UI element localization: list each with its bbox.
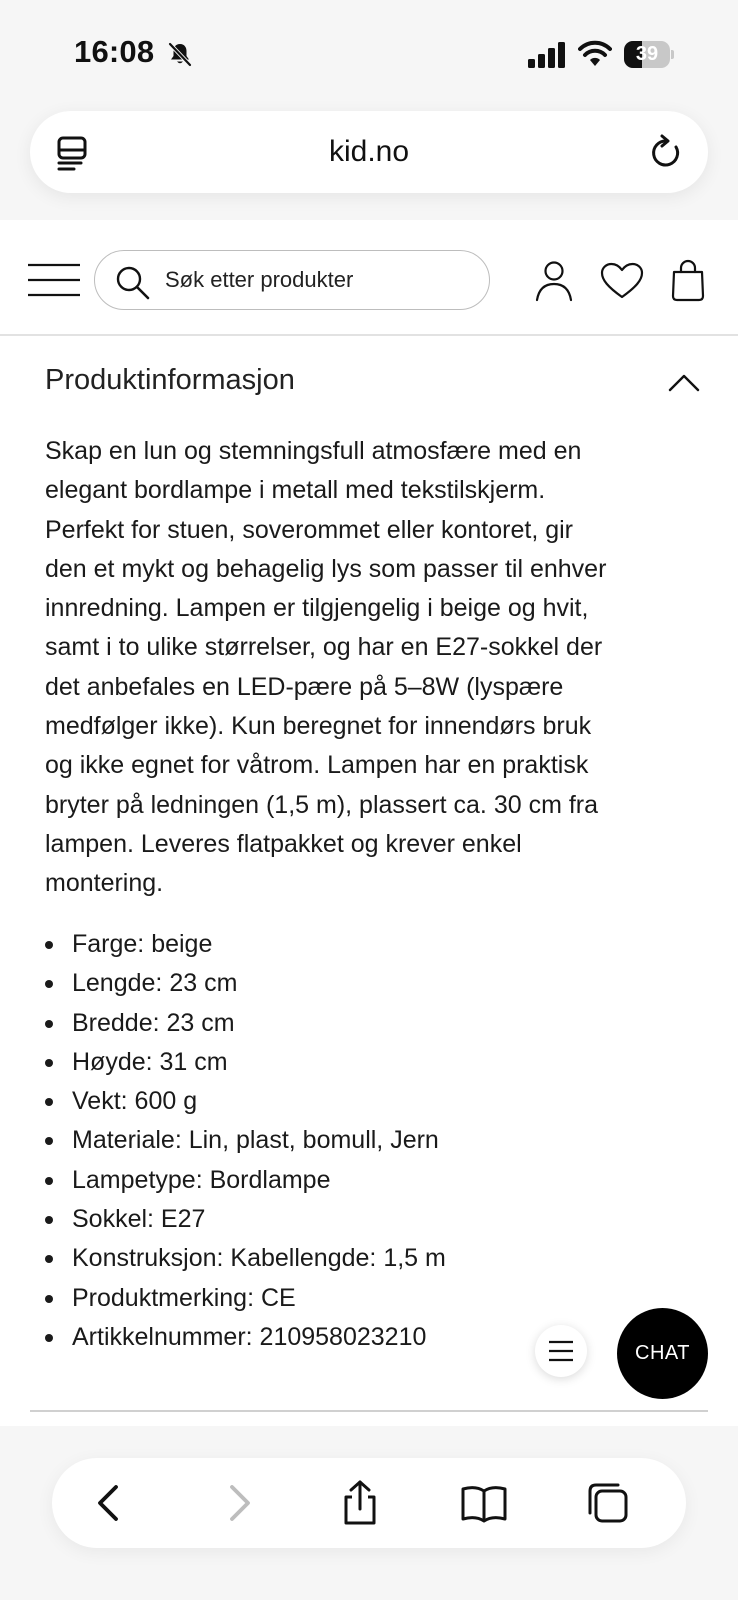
- spec-text: Lengde: 23 cm: [72, 969, 238, 998]
- spec-item: [45, 1043, 645, 1082]
- chat-button[interactable]: CHAT: [617, 1308, 708, 1399]
- bullet: [45, 1137, 53, 1145]
- bullet: [45, 1216, 53, 1224]
- site-header: [0, 240, 738, 336]
- bullet: [45, 1059, 53, 1067]
- description-line: Perfekt for stuen, soverommet eller kontoret, gir: [45, 515, 573, 544]
- spec-item: [45, 1161, 645, 1200]
- bullet: [45, 1098, 53, 1106]
- spec-text: Bredde: 23 cm: [72, 1008, 235, 1037]
- cellular-signal-icon: [528, 42, 568, 68]
- description-line: samt i to ulike størrelser, og har en E27-sokkel der: [45, 633, 603, 662]
- shopping-bag-icon[interactable]: [670, 258, 706, 302]
- spec-list: [45, 925, 645, 1357]
- spec-item: [45, 1004, 645, 1043]
- description-line: og ikke egnet for våtrom. Lampen har en praktisk: [45, 751, 589, 780]
- spec-text: Produktmerking: CE: [72, 1283, 296, 1312]
- search-icon: [115, 265, 151, 301]
- description-line: lampen. Leveres flatpakket og krever enkel: [45, 829, 522, 858]
- spec-text: Konstruksjon: Kabellengde: 1,5 m: [72, 1244, 446, 1273]
- description-line: elegant bordlampe i metall med tekstilskjerm.: [45, 476, 546, 505]
- user-icon[interactable]: [534, 260, 574, 302]
- chevron-up-icon[interactable]: [668, 372, 700, 392]
- battery-icon: [624, 41, 674, 69]
- heart-icon[interactable]: [600, 262, 644, 300]
- spec-text: Farge: beige: [72, 930, 213, 958]
- status-time: 16:08: [74, 34, 155, 69]
- spec-text: Høyde: 31 cm: [72, 1047, 228, 1076]
- spec-text: Sokkel: E27: [72, 1205, 206, 1234]
- hamburger-menu-icon[interactable]: [28, 262, 80, 298]
- list-menu-icon: [549, 1340, 573, 1362]
- bullet: [45, 1177, 53, 1185]
- section-title[interactable]: Produktinformasjon: [45, 364, 295, 396]
- product-description: [45, 432, 695, 904]
- description-line: Skap en lun og stemningsfull atmosfære med en: [45, 437, 582, 465]
- browser-bottom-bar: [0, 1426, 738, 1600]
- description-line: bryter på ledningen (1,5 m), plassert ca. 30 cm fra: [45, 790, 599, 819]
- bullet: [45, 941, 53, 949]
- bullet: [45, 980, 53, 988]
- spec-text: Materiale: Lin, plast, bomull, Jern: [72, 1126, 439, 1155]
- bell-slash-icon: [166, 40, 194, 68]
- spec-item: [45, 1239, 645, 1278]
- wifi-icon: [578, 40, 612, 68]
- spec-item: [45, 1279, 645, 1318]
- description-line: medfølger ikke). Kun beregnet for innendørs bruk: [45, 712, 592, 741]
- description-line: det anbefales en LED-pære på 5–8W (lyspære: [45, 672, 564, 701]
- spec-text: Lampetype: Bordlampe: [72, 1165, 331, 1194]
- search-input[interactable]: [94, 250, 490, 310]
- status-bar: [0, 0, 738, 100]
- spec-item: [45, 1082, 645, 1121]
- tabs-icon[interactable]: [584, 1479, 632, 1527]
- bullet: [45, 1295, 53, 1303]
- spec-item: [45, 925, 645, 964]
- bullet: [45, 1334, 53, 1342]
- bullet: [45, 1255, 53, 1263]
- spec-item: [45, 964, 645, 1003]
- description-line: montering.: [45, 869, 164, 898]
- description-line: innredning. Lampen er tilgjengelig i beige og hvit,: [45, 594, 589, 623]
- floating-menu-button[interactable]: [535, 1325, 587, 1377]
- spec-text: Vekt: 600 g: [72, 1087, 198, 1116]
- battery-level: 39: [635, 43, 659, 65]
- url-text[interactable]: kid.no: [328, 135, 410, 168]
- spec-text: Artikkelnummer: 210958023210: [72, 1322, 427, 1351]
- description-line: den et mykt og behagelig lys som passer til enhver: [45, 554, 607, 583]
- back-arrow-icon[interactable]: [86, 1479, 134, 1527]
- divider: [30, 1410, 708, 1412]
- browser-toolbar: [52, 1458, 686, 1548]
- share-icon[interactable]: [336, 1479, 384, 1527]
- search-placeholder: Søk etter produkter: [165, 267, 354, 292]
- forward-arrow-icon[interactable]: [214, 1479, 262, 1527]
- address-bar[interactable]: [30, 111, 708, 193]
- reload-icon[interactable]: [648, 133, 684, 171]
- product-info-section: [0, 336, 738, 1426]
- bullet: [45, 1020, 53, 1028]
- spec-item: [45, 1200, 645, 1239]
- spec-item: [45, 1121, 645, 1160]
- bookmarks-icon[interactable]: [460, 1479, 508, 1527]
